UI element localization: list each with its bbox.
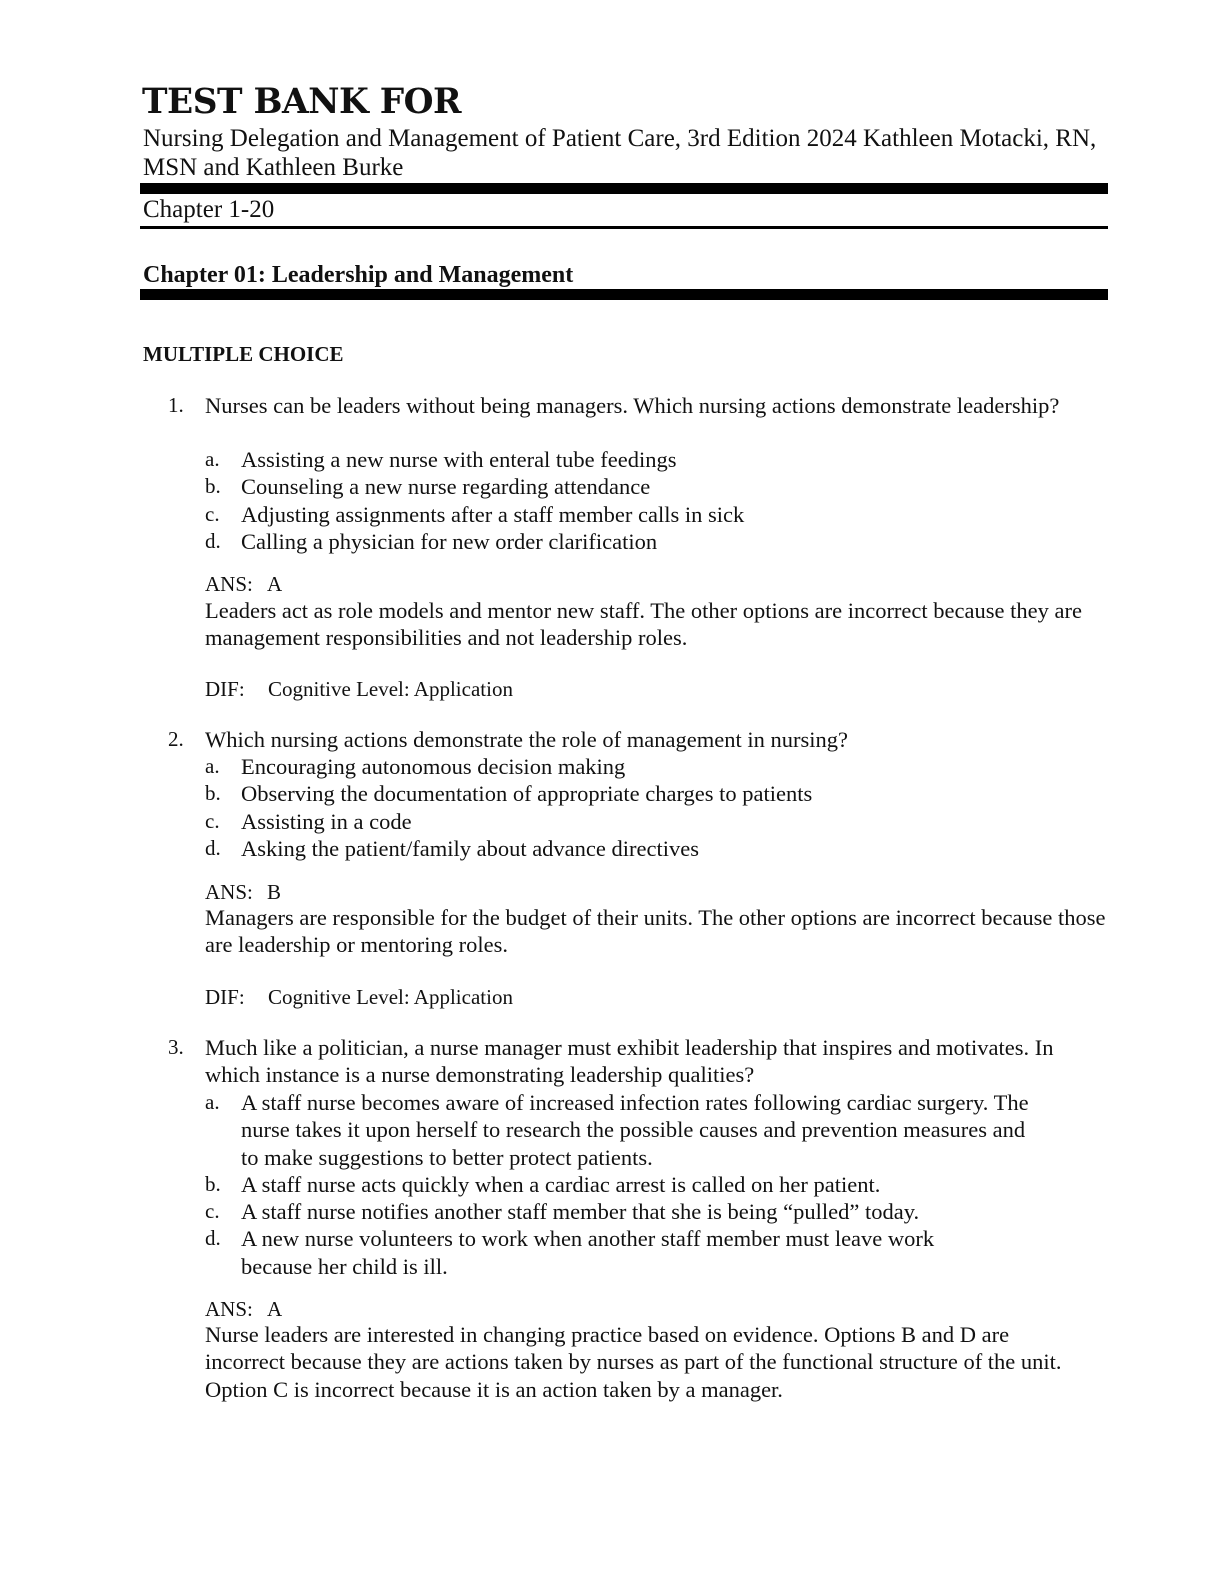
answer-label: ANS:: [205, 572, 253, 596]
answer-value: A: [267, 572, 283, 596]
option-d: [205, 1225, 1110, 1280]
option-text: A staff nurse acts quickly when a cardiac arrest is called on her patient.: [241, 1171, 881, 1197]
chapter-range: Chapter 1-20: [143, 196, 275, 223]
option-letter: d.: [205, 835, 221, 860]
option-text: Adjusting assignments after a staff member calls in sick: [241, 501, 745, 527]
question-number: 3.: [168, 1035, 184, 1059]
option-text: Assisting a new nurse with enteral tube feedings: [241, 447, 677, 472]
question-stem: Much like a politician, a nurse manager must exhibit leadership that inspires and motivates. In which instance is a nurse demonstrating leadership qualities?: [205, 1035, 1054, 1088]
difficulty-label: DIF:: [205, 677, 245, 701]
option-text: Calling a physician for new order clarification: [241, 528, 658, 554]
header-rule-thin: [140, 226, 1108, 229]
option-b: [205, 473, 1110, 500]
answer-value: B: [267, 880, 282, 904]
option-b: [205, 780, 1110, 807]
question-number: 1.: [168, 393, 184, 417]
option-letter: a.: [205, 754, 220, 778]
document-title: TEST BANK FOR: [142, 81, 461, 122]
option-list: [205, 1089, 1110, 1280]
difficulty-label: DIF:: [205, 985, 245, 1009]
option-d: [205, 835, 1110, 862]
difficulty-value: Cognitive Level: Application: [268, 985, 513, 1009]
answer-label: ANS:: [205, 1297, 253, 1321]
option-text: Observing the documentation of appropriate charges to patients: [241, 781, 813, 807]
option-letter: b.: [205, 781, 221, 806]
rationale: Managers are responsible for the budget of their units. The other options are incorrect because those are leadership or mentoring roles.: [205, 905, 1106, 958]
difficulty-value: Cognitive Level: Application: [268, 677, 513, 701]
option-letter: b.: [205, 1171, 221, 1196]
option-text: Encouraging autonomous decision making: [241, 754, 626, 779]
section-heading: MULTIPLE CHOICE: [143, 342, 344, 366]
chapter-title: Chapter 01: Leadership and Management: [143, 262, 574, 288]
question-stem: Nurses can be leaders without being managers. Which nursing actions demonstrate leadership?: [205, 393, 1060, 418]
chapter-rule: [140, 289, 1108, 300]
option-letter: d.: [205, 528, 221, 553]
answer-line: [205, 879, 281, 905]
option-text: Counseling a new nurse regarding attendance: [241, 474, 651, 500]
option-c: [205, 1198, 1110, 1225]
option-c: [205, 501, 1110, 528]
question-stem: Which nursing actions demonstrate the role of management in nursing?: [205, 727, 848, 752]
difficulty-line: [205, 676, 513, 702]
option-letter: c.: [205, 1199, 220, 1224]
rationale: Leaders act as role models and mentor new staff. The other options are incorrect because they are management responsibilities and not leadership roles.: [205, 598, 1082, 651]
option-a: [205, 1089, 1110, 1171]
option-text: A new nurse volunteers to work when another staff member must leave work because her child is ill.: [241, 1226, 935, 1279]
answer-label: ANS:: [205, 880, 253, 904]
option-a: [205, 753, 1110, 780]
option-letter: b.: [205, 474, 221, 499]
option-list: [205, 446, 1110, 555]
option-text: Asking the patient/family about advance directives: [241, 835, 699, 861]
option-letter: c.: [205, 501, 220, 526]
option-letter: a.: [205, 1090, 220, 1114]
option-text: A staff nurse becomes aware of increased infection rates following cardiac surgery. The nurse takes it upon herself to research the possible causes and prevention measures and to make suggestions to better protect patients.: [241, 1090, 1029, 1170]
option-text: A staff nurse notifies another staff member that she is being “pulled” today.: [241, 1199, 920, 1225]
option-letter: d.: [205, 1226, 221, 1251]
question-number: 2.: [168, 727, 184, 751]
answer-line: [205, 571, 282, 597]
answer-value: A: [267, 1297, 283, 1321]
option-text: Assisting in a code: [241, 808, 412, 834]
option-d: [205, 528, 1110, 555]
rationale: Nurse leaders are interested in changing practice based on evidence. Options B and D are incorrect because they are actions taken by nurses as part of the functional structure of the unit. Option C is incorrect because it is an action taken by a manager.: [205, 1322, 1062, 1402]
header-rule-thick: [140, 183, 1108, 194]
option-c: [205, 808, 1110, 835]
book-citation: Nursing Delegation and Management of Patient Care, 3rd Edition 2024 Kathleen Motacki, RN, MSN and Kathleen Burke: [143, 125, 1097, 181]
option-letter: c.: [205, 808, 220, 833]
answer-line: [205, 1296, 282, 1322]
difficulty-line: [205, 984, 513, 1010]
option-letter: a.: [205, 447, 220, 471]
option-b: [205, 1171, 1110, 1198]
option-a: [205, 446, 1110, 473]
option-list: [205, 753, 1110, 862]
